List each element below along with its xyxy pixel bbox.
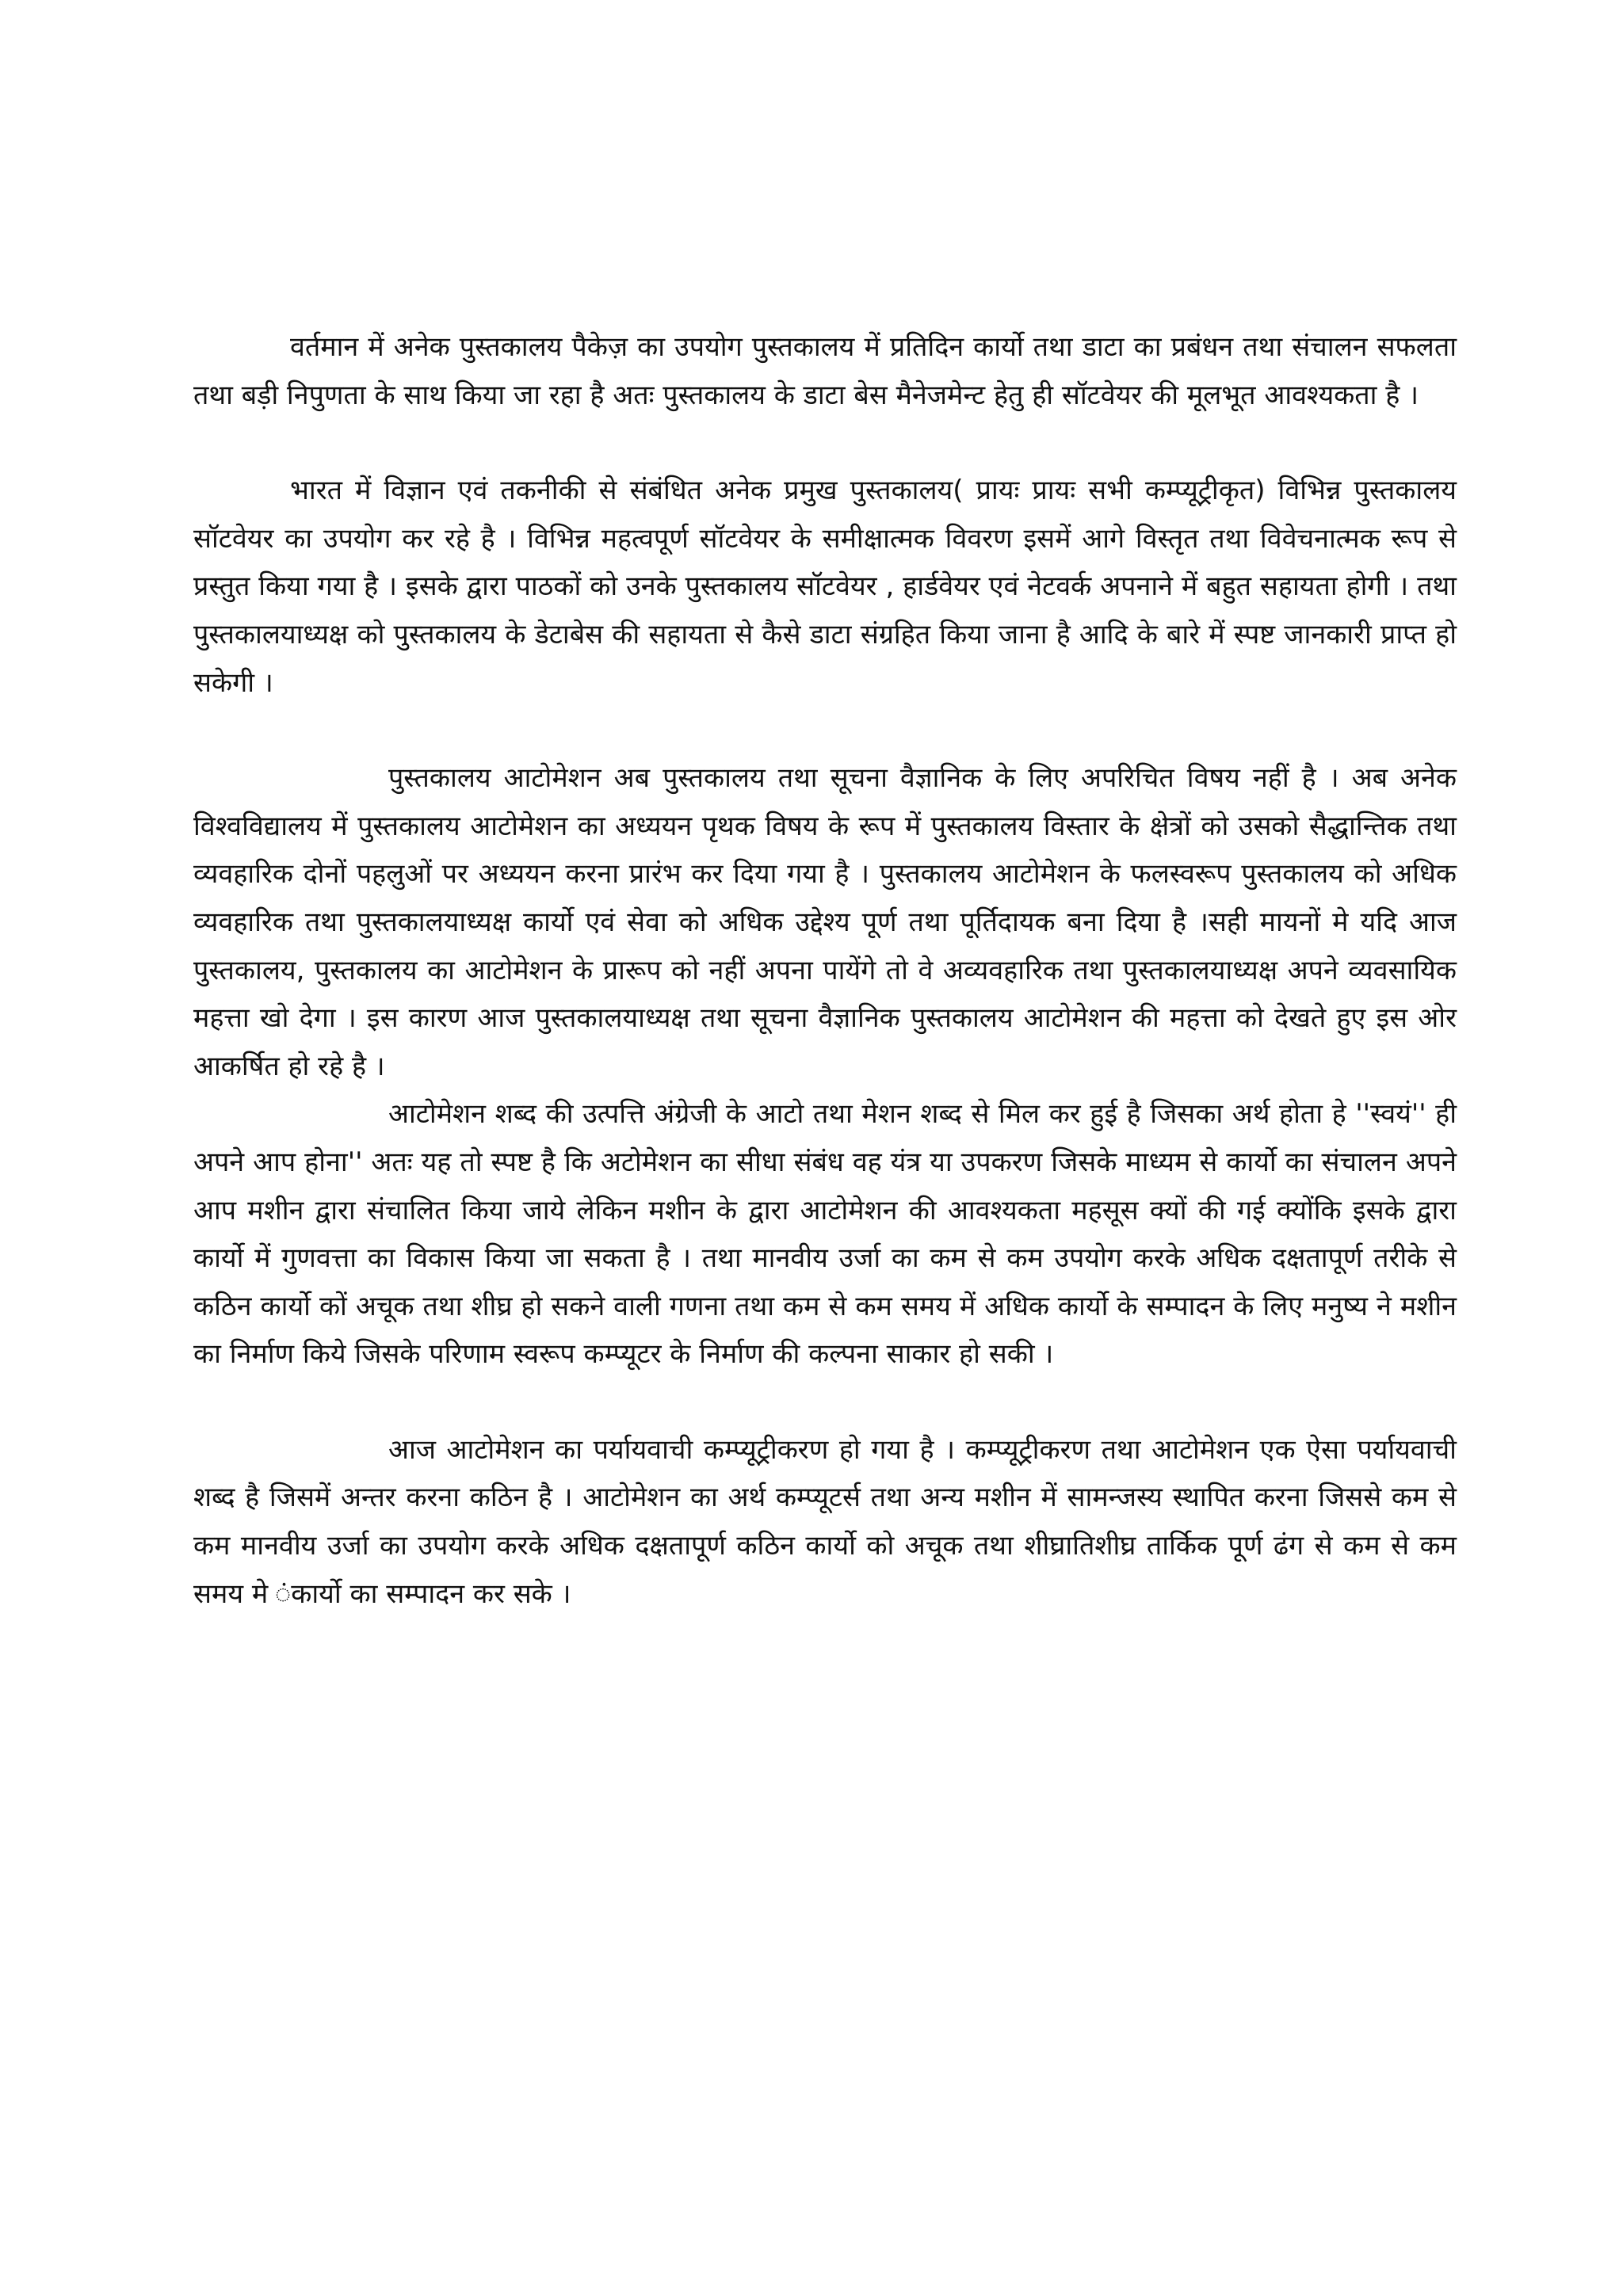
paragraph-library-automation: पुस्तकालय आटोमेशन अब पुस्तकालय तथा सूचना वैज्ञानिक के लिए अपरिचित विषय नहीं है । अब अनेक विश्वविद्यालय में पुस्तकालय आटोमेशन का अध्ययन पृथक विषय के रूप में पुस्तकालय विस्तार के क्षेत्रों को उसको सैद्धान्तिक तथा व्यवहारिक दोनों पहलुओं पर अध्ययन करना प्रारंभ कर दिया गया है । पुस्तकालय आटोमेशन के फलस्वरूप पुस्तकालय को अधिक व्यवहारिक तथा पुस्तकालयाध्यक्ष कार्यो एवं सेवा को अधिक उद्देश्य पूर्ण तथा पूर्तिदायक बना दिया है ।सही मायनों मे यदि आज पुस्तकालय, पुस्तकालय का आटोमेशन के प्रारूप को नहीं अपना पायेंगे तो वे अव्यवहारिक तथा पुस्तकालयाध्यक्ष अपने व्यवसायिक महत्ता खो देगा । इस कारण आज पुस्तकालयाध्यक्ष तथा सूचना वैज्ञानिक पुस्तकालय आटोमेशन की महत्ता को देखते हुए इस ओर आकर्षित हो रहे है । [193,762,1457,1082]
paragraph-automation-origin: आटोमेशन शब्द की उत्पत्ति अंग्रेजी के आटो तथा मेशन शब्द से मिल कर हुई है जिसका अर्थ होता हे ''स्वयं'' ही अपने आप होना'' अतः यह तो स्पष्ट है कि अटोमेशन का सीधा संबंध वह यंत्र या उपकरण जिसके माध्यम से कार्यो का संचालन अपने आप मशीन द्वारा संचालित किया जाये लेकिन मशीन के द्वारा आटोमेशन की आवश्यकता महसूस क्यों की गई क्योंकि इसके द्वारा कार्यो में गुणवत्ता का विकास किया जा सकता है । तथा मानवीय उर्जा का कम से कम उपयोग करके अधिक दक्षतापूर्ण तरीके से कठिन कार्यो कों अचूक तथा शीघ्र हो सकने वाली गणना तथा कम से कम समय में अधिक कार्यो के सम्पादन के लिए मनुष्य ने मशीन का निर्माण किये जिसके परिणाम स्वरूप कम्प्यूटर के निर्माण की कल्पना साकार हो सकी । [193,1098,1457,1371]
paragraph-india-libraries: भारत में विज्ञान एवं तकनीकी से संबंधित अनेक प्रमुख पुस्तकालय( प्रायः प्रायः सभी कम्प्यूट्रीकृत) विभिन्न पुस्तकालय सॉटवेयर का उपयोग कर रहे है । विभिन्न महत्वपूर्ण सॉटवेयर के समीक्षात्मक विवरण इसमें आगे विस्तृत तथा विवेचनात्मक रूप से प्रस्तुत किया गया है । इसके द्वारा पाठकों को उनके पुस्तकालय सॉटवेयर , हार्डवेयर एवं नेटवर्क अपनाने में बहुत सहायता होगी । तथा पुस्तकालयाध्यक्ष को पुस्तकालय के डेटाबेस की सहायता से कैसे डाटा संग्रहित किया जाना है आदि के बारे में स्पष्ट जानकारी प्राप्त हो सकेगी । [193,475,1457,699]
document-body [193,323,1457,1618]
paragraph-computerization: आज आटोमेशन का पर्यायवाची कम्प्यूट्रीकरण हो गया है । कम्प्यूट्रीकरण तथा आटोमेशन एक ऐसा पर्यायवाची शब्द है जिसमें अन्तर करना कठिन है । आटोमेशन का अर्थ कम्प्यूटर्स तथा अन्य मशीन में सामन्जस्य स्थापित करना जिससे कम से कम मानवीय उर्जा का उपयोग करके अधिक दक्षतापूर्ण कठिन कार्यो को अचूक तथा शीघ्रातिशीघ्र तार्किक पूर्ण ढंग से कम से कम समय मे ंकार्यो का सम्पादन कर सके । [193,1433,1457,1610]
paragraph-library-packages: वर्तमान में अनेक पुस्तकालय पैकेज़ का उपयोग पुस्तकालय में प्रतिदिन कार्यो तथा डाटा का प्रबंधन तथा संचालन सफलता तथा बड़ी निपुणता के साथ किया जा रहा है अतः पुस्तकालय के डाटा बेस मैनेजमेन्ट हेतु ही सॉटवेयर की मूलभूत आवश्यकता है । [193,331,1457,411]
